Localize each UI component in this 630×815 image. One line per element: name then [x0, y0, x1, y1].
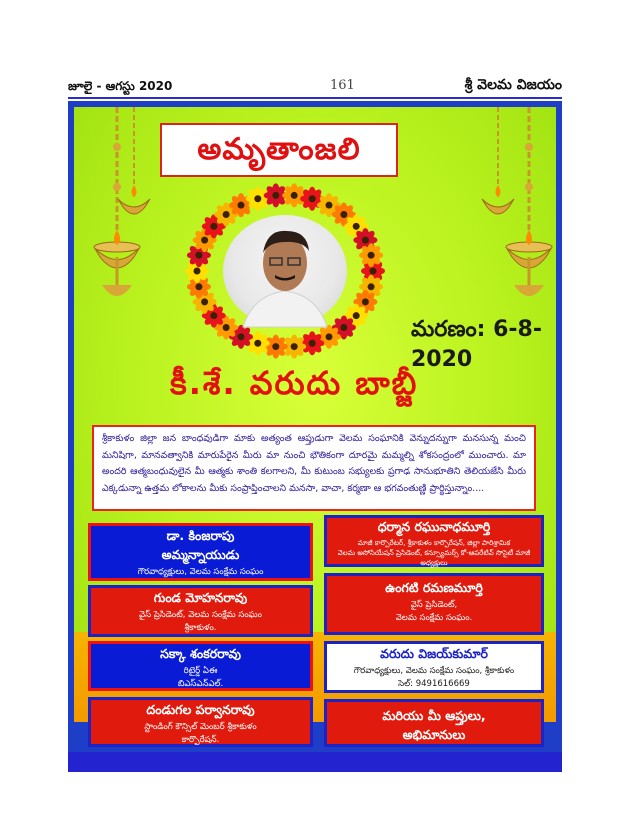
deceased-name: కీ.శే. వరుదు బాబ్జీ [170, 364, 419, 402]
condoler-title: శ్రీకాకుళం. [184, 623, 217, 633]
condoler-card [88, 697, 313, 747]
condoler-title: వైస్ ప్రెసిడెంట్, [410, 600, 458, 610]
page-number: 161 [330, 78, 355, 93]
flower [300, 331, 324, 355]
condoler-name: ఉంగటి రమణమూర్తి [385, 580, 483, 595]
condoler-card [88, 641, 313, 691]
condolence-message: శ్రీకాకుళం జిల్లా జన బాంధవుడిగా మాకు అత్యంత ఆప్తుడుగా వెలమ సంఘానికి వెన్నుదన్నుగా మనసున్న మంచి మనిషిగా, మానవత్వానికి మారుపేరైన మీరు మా నుంచి భౌతికంగా దూరమై మమ్మల్ని శోకసంద్రంలో ముంచారు. మా అందరి ఆత్మబంధువులైన మీ ఆత్మకు శాంతి కలగాలని, మీ కుటుంబ సభ్యులకు ప్రగాఢ సానుభూతిని తెలియజేసి మీరు ఎక్కడున్నా ఉత్తమ లోకాలను మీకు సంప్రాప్తించాలని మనసా, వాచా, కర్మణా ఆ భగవంతుణ్ణి ప్రార్థిస్తున్నాం.... [92, 425, 536, 511]
flower-wreath-icon [178, 179, 392, 363]
flower [282, 183, 306, 207]
condoler-name: సక్కా శంకరరావు [160, 646, 241, 661]
condoler-title: రిటైర్డ్ ఏఈ [183, 666, 218, 676]
condoler-card [324, 515, 544, 567]
flower [359, 243, 383, 267]
bottom-bar [68, 752, 562, 772]
condoler-name: దండుగల పర్వానరావు [146, 702, 255, 717]
condoler-title: అభిమానులు [402, 727, 466, 742]
page-header [68, 77, 562, 99]
condoler-card [88, 585, 313, 637]
condoler-name: మరియు మీ ఆప్తులు, [382, 708, 486, 723]
condoler-card [88, 523, 313, 581]
tribute-title: అమృతాంజలి [197, 132, 361, 167]
header-rule [68, 97, 562, 99]
condoler-name: వరుదు విజయ్‌కుమార్ [380, 646, 488, 661]
portrait-photo [223, 215, 347, 327]
condoler-title: మాజీ కార్పొరేటర్, శ్రీకాకుళం కార్పొరేషన్, జిల్లా పారిశ్రామిక [357, 539, 511, 547]
tribute-frame [68, 101, 562, 766]
condoler-phone: సెల్: 9491616669 [398, 679, 470, 689]
condoler-title: వైస్ ప్రెసిడెంట్, వెలమ సంక్షేమ సంఘం [139, 610, 262, 620]
condoler-title: వెలమ అసోసియేషన్ ప్రెసిడెంట్, కన్స్యూమర్స్ కో-ఆపరేటివ్ సొసైటీ మాజీ అధ్యక్షులు [337, 549, 531, 567]
issue-date: జూలై - ఆగస్టు 2020 [68, 79, 173, 93]
condoler-card [324, 573, 544, 635]
flower [264, 335, 288, 359]
condoler-title: స్టాండింగ్ కౌన్సిల్ మెంబర్ శ్రీకాకుళం [144, 722, 257, 732]
condoler-card [324, 641, 544, 693]
brass-oil-lamp-icon [114, 107, 154, 227]
condoler-title: వెలమ సంక్షేమ సంఘం. [395, 613, 473, 623]
death-date: మరణం: 6-8-2020 [411, 317, 542, 372]
magazine-name: శ్రీ వెలమ విజయం [464, 77, 562, 93]
flower [246, 187, 270, 211]
condoler-title: కార్పొరేషన్. [181, 735, 220, 745]
tribute-title-box [160, 123, 398, 177]
condoler-name: డా. కింజరాపు అమ్మన్నాయుడు [161, 528, 240, 562]
condoler-card [324, 699, 544, 747]
condoler-title: బిఎస్ఎన్ఎల్. [177, 679, 224, 689]
brass-oil-lamp-icon [478, 107, 518, 227]
condoler-title: గౌరవాధ్యక్షులు, వెలమ సంక్షేమ సంఘం, శ్రీకాకుళం [353, 666, 515, 676]
condoler-title: గౌరవాధ్యక్షులు, వెలమ సంక్షేమ సంఘం [137, 567, 264, 577]
condoler-name: ధర్మాన రఘునాధమూర్తి [377, 519, 491, 534]
condoler-name: గుండ మోహనరావు [153, 590, 248, 605]
tribute-panel [74, 107, 556, 745]
